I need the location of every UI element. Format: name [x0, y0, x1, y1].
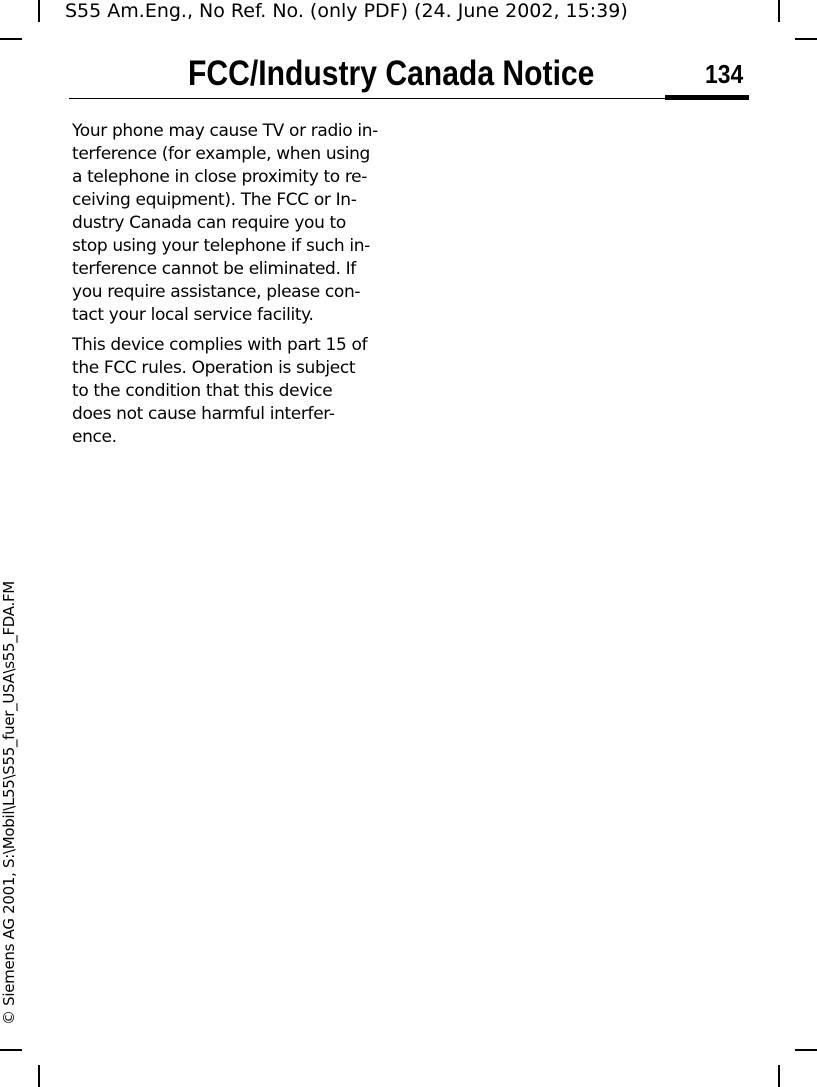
document-meta-header: S55 Am.Eng., No Ref. No. (only PDF) (24. June 2002, 15:39) [65, 0, 628, 22]
paragraph-compliance [72, 334, 402, 449]
text-line: the FCC rules. Operation is subject [72, 358, 356, 378]
text-line: Your phone may cause TV or radio in- [72, 121, 378, 141]
crop-mark-bottom-right-vertical [778, 1065, 780, 1087]
text-line: dustry Canada can require you to [72, 213, 346, 233]
page-number: 134 [705, 59, 744, 89]
text-line: This device complies with part 15 of [72, 335, 368, 355]
text-line: ceiving equipment). The FCC or In- [72, 190, 357, 210]
text-line: tact your local service facility. [72, 305, 314, 325]
crop-mark-bottom-right-horizontal [795, 1049, 817, 1051]
header-rule [69, 98, 749, 99]
copyright-path-note: © Siemens AG 2001, S:\Mobil\L55\S55_fuer_USA\s55_FDA.FM [0, 581, 18, 1025]
paragraph-interference [72, 120, 402, 327]
text-line: terference cannot be eliminated. If [72, 259, 356, 279]
page-title: FCC/Industry Canada Notice [188, 54, 595, 93]
crop-mark-bottom-left-vertical [38, 1065, 40, 1087]
text-line: a telephone in close proximity to re- [72, 167, 368, 187]
crop-mark-top-right-vertical [778, 0, 780, 22]
text-line: does not cause harmful interfer- [72, 404, 335, 424]
crop-mark-top-left-horizontal [0, 38, 22, 40]
text-line: ence. [72, 427, 117, 447]
crop-mark-top-left-vertical [38, 0, 40, 22]
text-line: you require assistance, please con- [72, 282, 361, 302]
crop-mark-top-right-horizontal [795, 38, 817, 40]
crop-mark-bottom-left-horizontal [0, 1049, 22, 1051]
body-text [72, 120, 402, 456]
text-line: terference (for example, when using [72, 144, 370, 164]
text-line: stop using your telephone if such in- [72, 236, 370, 256]
text-line: to the condition that this device [72, 381, 333, 401]
page-number-rule [665, 95, 749, 100]
